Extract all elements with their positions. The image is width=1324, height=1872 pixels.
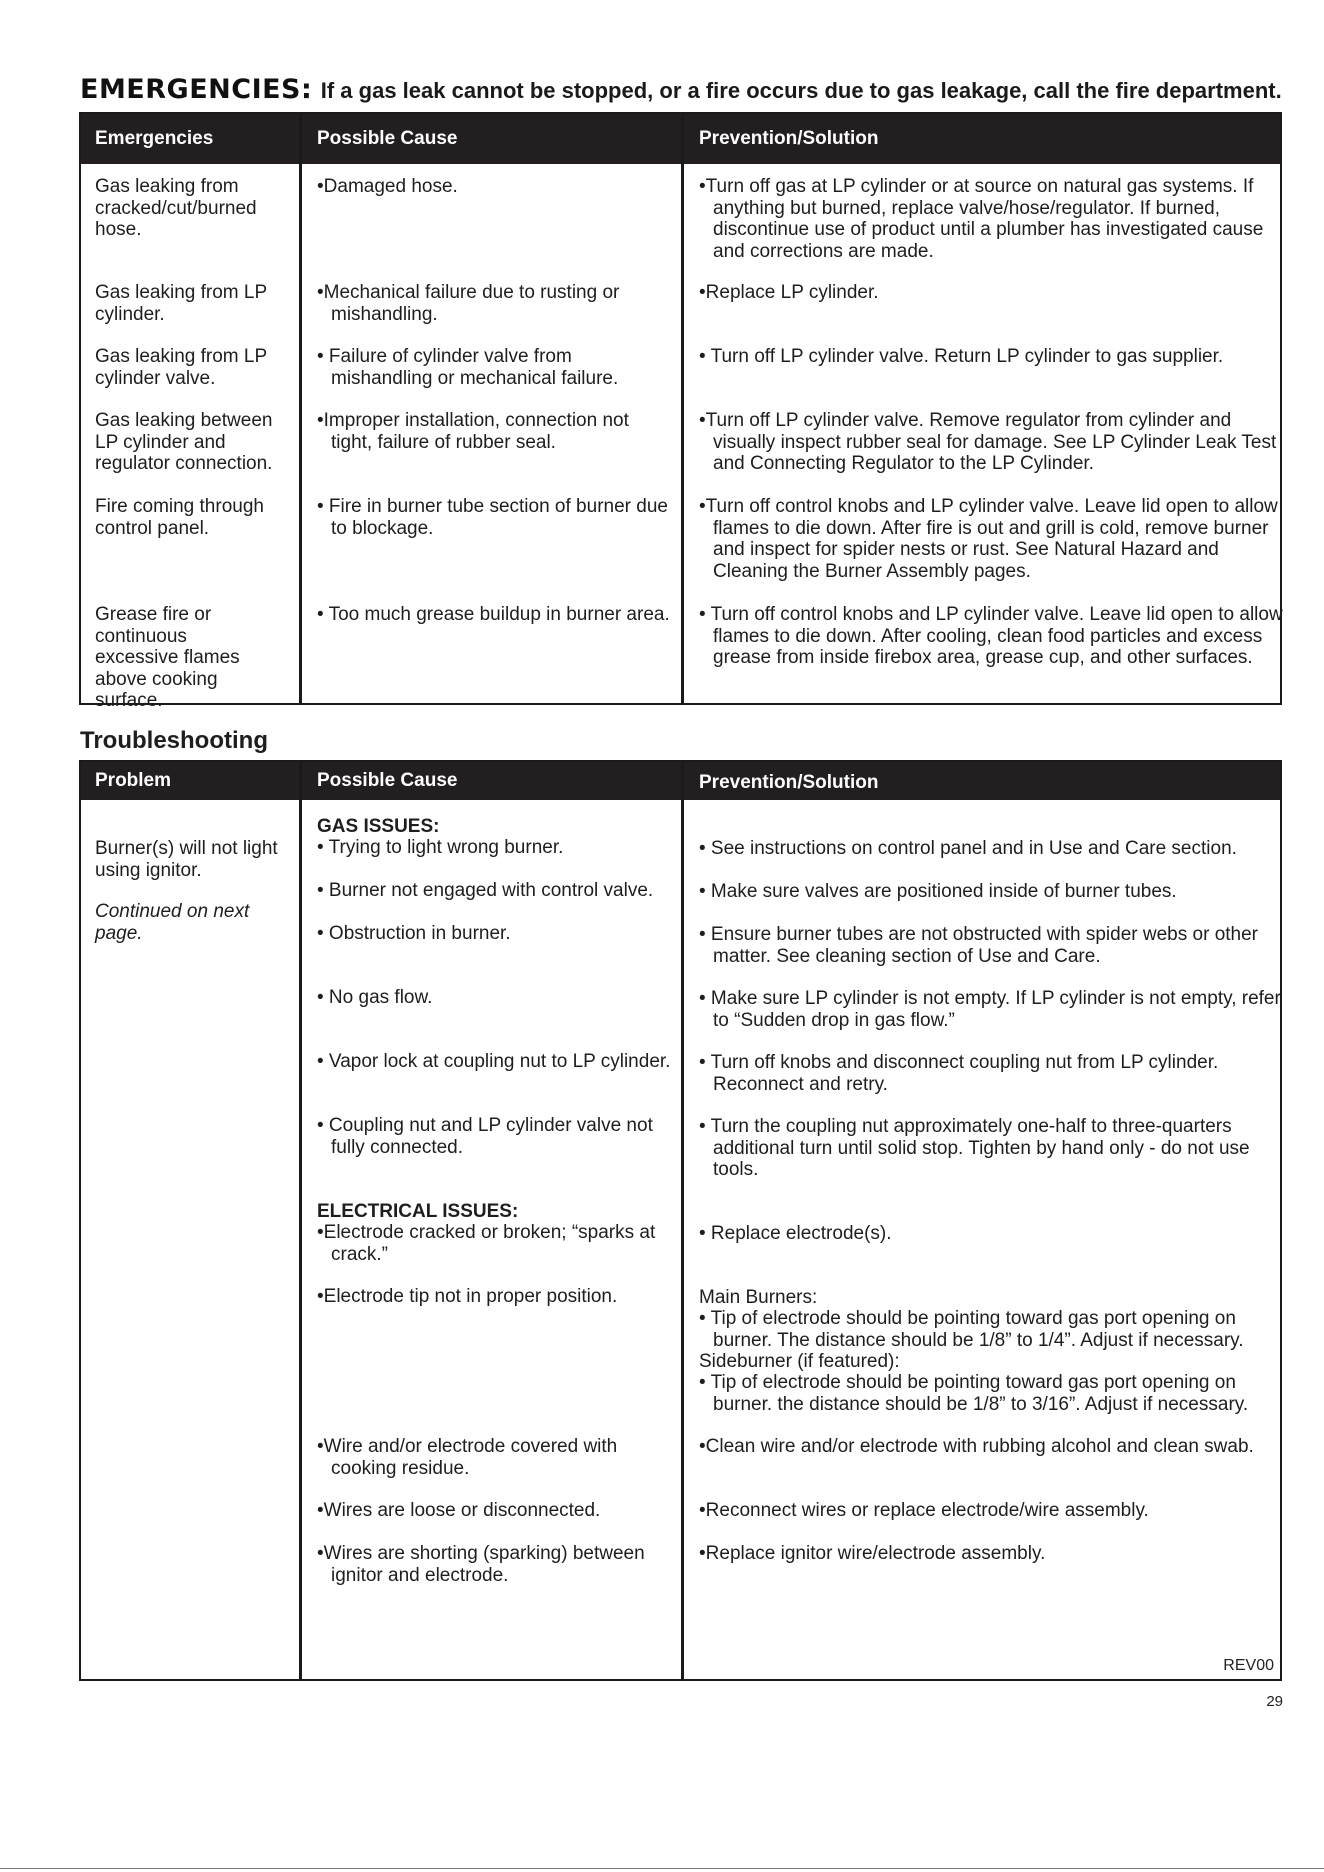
- emergency-cell: Gas leaking from LP cylinder valve.: [95, 346, 267, 389]
- header-prevention-solution: Prevention/Solution: [699, 128, 879, 149]
- bottom-rule: [0, 1868, 1324, 1869]
- cause-cell: • Too much grease buildup in burner area.: [317, 604, 670, 625]
- emergencies-table: [79, 112, 1283, 711]
- solution-cell: • Turn off LP cylinder valve. Return LP cylinder to gas supplier.: [699, 346, 1224, 367]
- solution-cell: • Turn the coupling nut approximately one-half to three-quarters additional turn until solid stop. Tighten by hand only - do not use tools.: [699, 1116, 1250, 1180]
- solution-cell: •Replace LP cylinder.: [699, 282, 879, 303]
- cause-cell: •Electrode cracked or broken; “sparks at crack.”: [317, 1222, 656, 1265]
- solution-cell: • See instructions on control panel and in Use and Care section.: [699, 838, 1237, 859]
- header-possible-cause: Possible Cause: [317, 770, 458, 791]
- solution-cell: •Replace ignitor wire/electrode assembly.: [699, 1543, 1046, 1564]
- header-emergencies: Emergencies: [95, 128, 214, 149]
- problem-cell: Burner(s) will not light using ignitor.: [95, 838, 278, 881]
- cause-cell: • Obstruction in burner.: [317, 923, 511, 944]
- emergency-cell: Gas leaking from LP cylinder.: [95, 282, 267, 325]
- cause-cell: • Trying to light wrong burner.: [317, 837, 564, 858]
- cause-cell: •Electrode tip not in proper position.: [317, 1286, 618, 1307]
- cause-cell: •Wire and/or electrode covered with cooking residue.: [317, 1436, 618, 1479]
- cause-cell: • Vapor lock at coupling nut to LP cylinder.: [317, 1051, 671, 1072]
- electrical-issues-label: ELECTRICAL ISSUES:: [317, 1201, 519, 1222]
- header-possible-cause: Possible Cause: [317, 128, 458, 149]
- main-burners-text: • Tip of electrode should be pointing toward gas port opening on burner. The distance should be 1/8” to 1/4”. Adjust if necessary.: [699, 1308, 1244, 1351]
- solution-cell: •Clean wire and/or electrode with rubbing alcohol and clean swab.: [699, 1436, 1254, 1457]
- cause-cell: • Coupling nut and LP cylinder valve not fully connected.: [317, 1115, 653, 1158]
- solution-cell: •Turn off control knobs and LP cylinder valve. Leave lid open to allow flames to die down. After fire is out and grill is cold, remove burner and inspect for spider nests or rust. See Natural Hazard and Cleaning the Burner Assembly pages.: [699, 496, 1278, 582]
- cause-cell: •Mechanical failure due to rusting or mishandling.: [317, 282, 620, 325]
- cause-cell: • No gas flow.: [317, 987, 433, 1008]
- cause-cell: •Improper installation, connection not tight, failure of rubber seal.: [317, 410, 629, 453]
- column-divider: [299, 762, 302, 1679]
- troubleshooting-title: Troubleshooting: [80, 727, 268, 754]
- cause-cell: •Damaged hose.: [317, 176, 458, 197]
- troubleshooting-table: [79, 760, 1282, 1681]
- column-divider: [681, 762, 684, 1679]
- emergency-cell: Grease fire or continuous excessive flames above cooking surface.: [95, 604, 240, 711]
- sideburner-label: Sideburner (if featured):: [699, 1351, 900, 1372]
- gas-issues-label: GAS ISSUES:: [317, 816, 440, 837]
- emergency-cell: Gas leaking between LP cylinder and regulator connection.: [95, 410, 273, 474]
- solution-cell: •Turn off gas at LP cylinder or at source on natural gas systems. If anything but burned, replace valve/hose/regulator. If burned, discontinue use of product until a plumber has investigated cause and corrections are made.: [699, 176, 1264, 262]
- revision-label: REV00: [1223, 1657, 1274, 1674]
- page-number: 29: [1266, 1693, 1283, 1710]
- solution-cell: • Replace electrode(s).: [699, 1223, 892, 1244]
- solution-cell: • Make sure valves are positioned inside of burner tubes.: [699, 881, 1177, 902]
- column-divider: [299, 114, 302, 703]
- solution-cell: • Ensure burner tubes are not obstructed with spider webs or other matter. See cleaning section of Use and Care.: [699, 924, 1259, 967]
- continued-note: Continued on next page.: [95, 901, 250, 944]
- cause-cell: •Wires are loose or disconnected.: [317, 1500, 601, 1521]
- solution-cell: •Turn off LP cylinder valve. Remove regulator from cylinder and visually inspect rubber seal for damage. See LP Cylinder Leak Test and Connecting Regulator to the LP Cylinder.: [699, 410, 1277, 474]
- cause-cell: • Burner not engaged with control valve.: [317, 880, 654, 901]
- solution-cell: •Reconnect wires or replace electrode/wire assembly.: [699, 1500, 1149, 1521]
- main-burners-label: Main Burners:: [699, 1287, 818, 1308]
- cause-cell: •Wires are shorting (sparking) between ignitor and electrode.: [317, 1543, 645, 1586]
- cause-cell: • Fire in burner tube section of burner due to blockage.: [317, 496, 668, 539]
- emergency-heading: [80, 74, 1282, 105]
- emergency-heading-text: If a gas leak cannot be stopped, or a fire occurs due to gas leakage, call the fire department.: [320, 78, 1282, 103]
- emergency-heading-label: EMERGENCIES:: [80, 74, 313, 105]
- emergency-cell: Fire coming through control panel.: [95, 496, 264, 539]
- solution-cell: • Turn off knobs and disconnect coupling nut from LP cylinder. Reconnect and retry.: [699, 1052, 1219, 1095]
- header-problem: Problem: [95, 770, 172, 791]
- header-prevention-solution: Prevention/Solution: [699, 772, 879, 793]
- solution-cell: • Turn off control knobs and LP cylinder valve. Leave lid open to allow flames to die down. After cooling, clean food particles and excess grease from inside firebox area, grease cup, and other surfaces.: [699, 604, 1283, 668]
- cause-cell: • Failure of cylinder valve from mishandling or mechanical failure.: [317, 346, 619, 389]
- sideburner-text: • Tip of electrode should be pointing toward gas port opening on burner. the distance should be 1/8” to 3/16”. Adjust if necessary.: [699, 1372, 1249, 1415]
- emergency-cell: Gas leaking from cracked/cut/burned hose.: [95, 176, 257, 240]
- solution-cell: • Make sure LP cylinder is not empty. If LP cylinder is not empty, refer to “Sudden drop in gas flow.”: [699, 988, 1281, 1031]
